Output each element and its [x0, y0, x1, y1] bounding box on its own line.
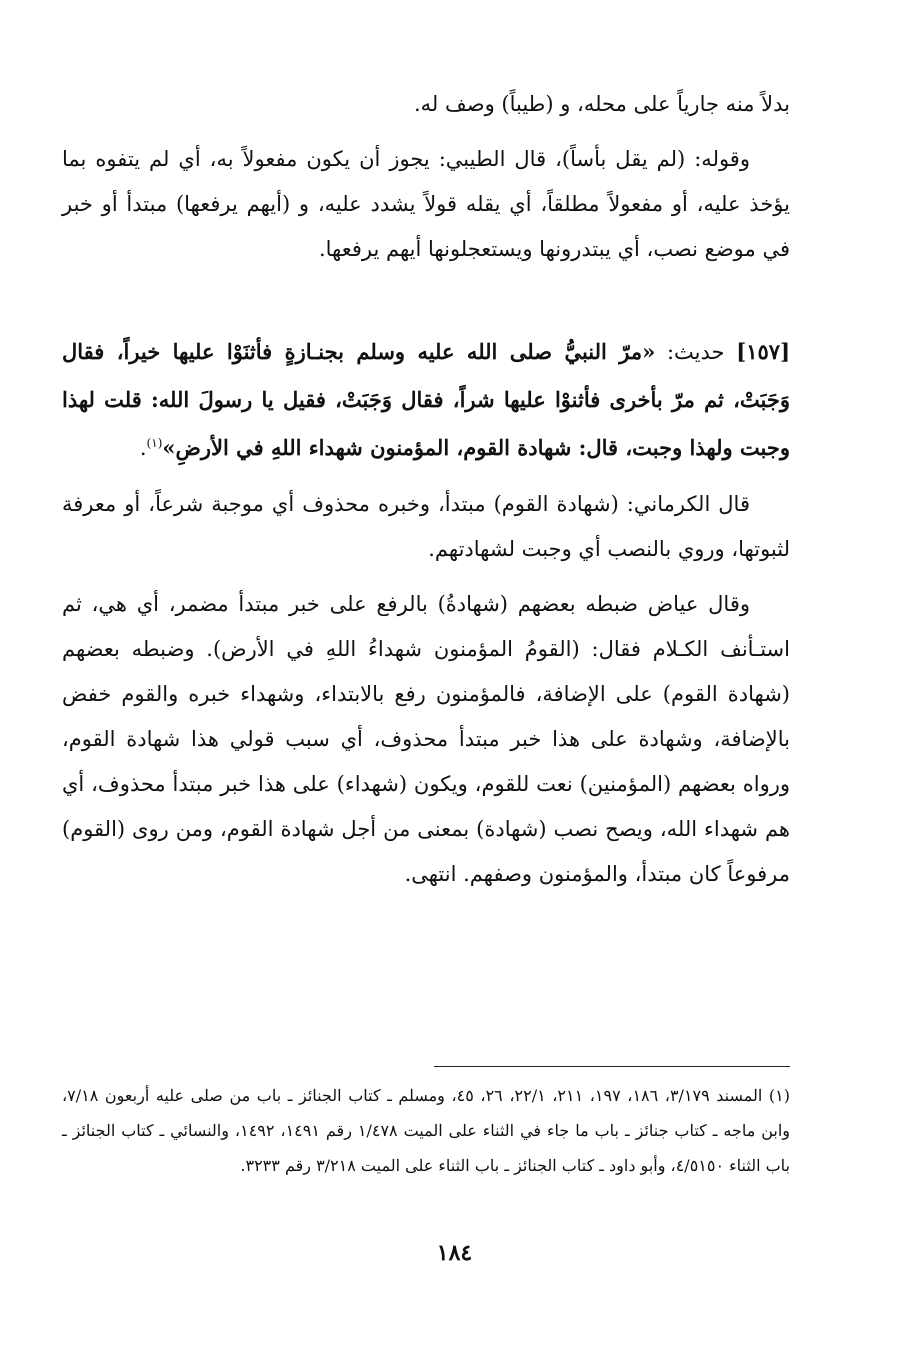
footnote-1: (١) المسند ٣/١٧٩، ١٨٦، ١٩٧، ٢١١، ٢٢/١، ٢٦، ٤٥، ومسلم ـ كتاب الجنائز ـ باب من صلى عليه أربعون ٧/١٨، وابن ماجه ـ كتاب جنائز ـ باب ما جاء في الثناء على الميت ١/٤٧٨ رقم ١٤٩١، ١٤٩٢، والنسائي ـ كتاب الجنائز ـ باب الثناء ٤/٥١٥٠، وأبو داود ـ كتاب الجنائز ـ باب الثناء على الميت ٣/٢١٨ رقم ٣٢٣٣. — [62, 1086, 791, 1175]
hadith-label: حديث: — [666, 340, 725, 364]
hadith-block — [62, 328, 790, 472]
paragraph-kirmani-commentary: قال الكرماني: (شهادة القوم) مبتدأ، وخبره محذوف أي موجبة شرعاً، أو معرفة لثبوتها، وروي بالنصب أي وجبت لشهادتهم. — [62, 492, 790, 561]
spacer — [62, 472, 790, 482]
hadith-text: «مرّ النبيُّ صلى الله عليه وسلم بجنـازةٍ فأثنَوْا عليها خيراً، فقال وَجَبَتْ، ثم مرّ بأخرى فأثنوْا عليها شراً، فقال وَجَبَتْ، فقيل يا رسولَ الله: قلت لهذا وجبت ولهذا وجبت، قال: شهادة القوم، المؤمنون شهداء اللهِ في الأرضِ» — [62, 339, 790, 460]
paragraph-tibi-commentary: وقوله: (لم يقل بأساً)، قال الطيبي: يجوز أن يكون مفعولاً به، أي لم يتفوه بما يؤخذ عليه، أو مفعولاً مطلقاً، أي يقله قولاً يشدد عليه، و (أيهم يرفعها) مبتدأ أو خبر في موضع نصب، أي يبتدرونها ويستعجلونها أيهم يرفعها. — [62, 147, 790, 261]
paragraph-continuation: بدلاً منه جارياً على محله، و (طيباً) وصف له. — [414, 92, 790, 116]
spacer — [62, 272, 790, 328]
hadith-number: [١٥٧] — [736, 339, 790, 364]
page-body — [62, 82, 790, 897]
spacer — [62, 572, 790, 582]
page-number: ١٨٤ — [436, 1240, 473, 1266]
hadith-end-mark: . — [139, 436, 147, 460]
footnote-reference: (١) — [146, 436, 163, 450]
spacer — [62, 127, 790, 137]
footnotes — [62, 1078, 790, 1183]
paragraph-iyad-commentary: وقال عياض ضبطه بعضهم (شهادةُ) بالرفع على خبر مبتدأ مضمر، أي هي، ثم استـأنف الكـلام فقال: (القومُ المؤمنون شهداءُ اللهِ في الأرض). وضبطه بعضهم (شهادة القوم) على الإضافة، فالمؤمنون رفع بالابتداء، وشهداء خبره والقوم خفض بالإضافة، وشهادة على هذا خبر مبتدأ محذوف، أي سبب قولي هذا شهادة القوم، ورواه بعضهم (المؤمنين) نعت للقوم، ويكون (شهداء) على هذا خبر مبتدأ محذوف، أي هم شهداء الله، ويصح نصب (شهادة) بمعنى من أجل شهادة القوم، ومن روى (القوم) مرفوعاً كان مبتدأ، والمؤمنون وصفهم. انتهى. — [62, 592, 790, 886]
footnote-separator — [434, 1066, 790, 1067]
